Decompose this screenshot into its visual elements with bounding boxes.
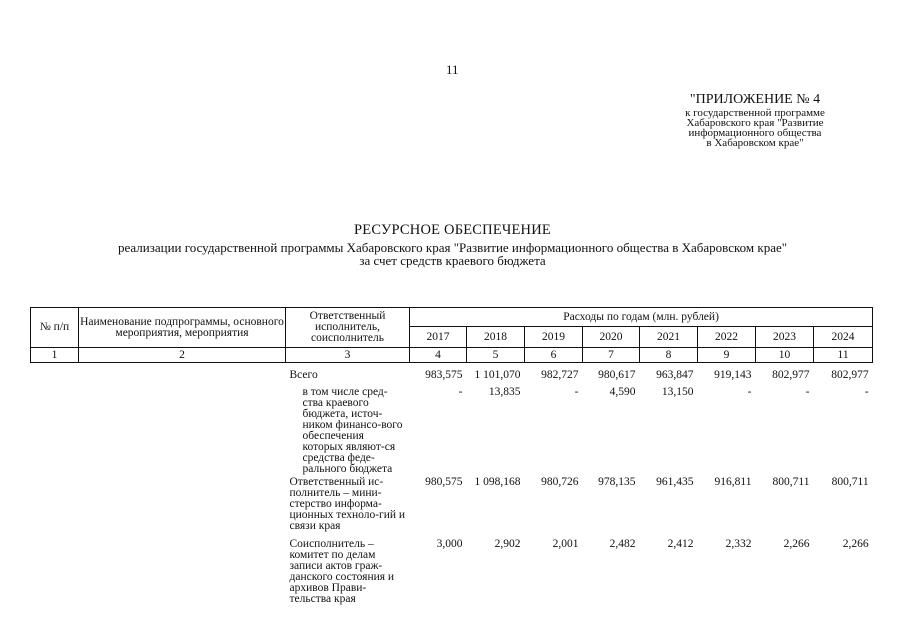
appendix-line-1: к государственной программе [685, 107, 825, 119]
header-year: 2022 [698, 327, 756, 348]
subtitle-line-2: за счет средств краевого бюджета [359, 253, 546, 268]
document-title: РЕСУРСНОЕ ОБЕСПЕЧЕНИЕ [354, 222, 551, 238]
subtitle-line-1: реализации государственной программы Хабаровского края "Развитие информационного общества в Хабаровском крае" [117, 240, 788, 255]
table-cell: 2,482 [609, 538, 636, 550]
table-cell: 1 098,168 [474, 476, 521, 488]
table-cell: 963,847 [656, 369, 694, 381]
table-cell: 978,135 [598, 476, 636, 488]
table-cell: 916,811 [714, 476, 752, 488]
table-row [31, 370, 873, 387]
column-number: 1 [31, 348, 79, 363]
header-num: № п/п [31, 308, 79, 348]
table-cell: 980,726 [541, 476, 579, 488]
header-name: Наименование подпрограммы, основного мероприятия, мероприятия [79, 308, 286, 348]
appendix-line-2: Хабаровского края "Развитие [686, 117, 824, 129]
table-cell: - [864, 386, 869, 398]
header-expenses: Расходы по годам (млн. рублей) [410, 308, 873, 327]
document-subtitle [0, 241, 905, 267]
header-responsible: Ответственный исполнитель, соисполнитель [286, 308, 410, 348]
column-number: 3 [286, 348, 410, 363]
table-row [31, 539, 873, 605]
table-cell: 802,977 [772, 369, 810, 381]
table-cell: 983,575 [425, 369, 463, 381]
header-year: 2021 [640, 327, 698, 348]
row-label: Всего [289, 369, 318, 381]
header-year: 2018 [467, 327, 525, 348]
table-cell: - [747, 386, 752, 398]
column-number: 9 [698, 348, 756, 363]
table-cell: 2,902 [494, 538, 521, 550]
table-cell: 2,001 [552, 538, 579, 550]
column-number: 7 [583, 348, 640, 363]
table-cell: 1 101,070 [474, 369, 521, 381]
page-number: 11 [446, 62, 459, 77]
table-cell: 980,575 [425, 476, 463, 488]
table-cell: 982,727 [541, 369, 579, 381]
resource-table [30, 307, 873, 605]
appendix-line-3: информационного общества [688, 127, 822, 139]
table-cell: 800,711 [831, 476, 869, 488]
table-cell: 4,590 [609, 386, 636, 398]
table-cell: 13,835 [488, 386, 521, 398]
column-number: 4 [410, 348, 467, 363]
column-number: 10 [756, 348, 814, 363]
header-year: 2019 [525, 327, 583, 348]
table-cell: 802,977 [831, 369, 869, 381]
appendix-block [640, 92, 870, 148]
column-number: 8 [640, 348, 698, 363]
header-year: 2017 [410, 327, 467, 348]
table-cell: 2,266 [842, 538, 869, 550]
table-cell: 919,143 [714, 369, 752, 381]
row-label: в том числе сред-ства краевого бюджета, источ-ником финансо-вого обеспечения которых являют-ся средства феде-рального бюджета [302, 386, 403, 475]
header-year: 2023 [756, 327, 814, 348]
table-row [31, 387, 873, 477]
row-label: Ответственный ис-полнитель – мини-стерство информа-ционных техноло-гий и связи края [289, 476, 406, 532]
row-label: Соисполнитель – комитет по делам записи актов граж-данского состояния и архивов Прави-тельства края [289, 538, 395, 605]
table-cell: 2,332 [725, 538, 752, 550]
table-cell: 2,412 [667, 538, 694, 550]
table-cell: 2,266 [783, 538, 810, 550]
header-year: 2024 [814, 327, 873, 348]
table-cell: 980,617 [598, 369, 636, 381]
table-row [31, 477, 873, 539]
appendix-title: "ПРИЛОЖЕНИЕ № 4 [689, 92, 821, 107]
table-cell: 3,000 [436, 538, 463, 550]
table-cell: - [805, 386, 810, 398]
table-cell: - [458, 386, 463, 398]
table-cell: - [574, 386, 579, 398]
column-number: 2 [79, 348, 286, 363]
table-cell: 800,711 [772, 476, 810, 488]
table-cell: 961,435 [656, 476, 694, 488]
column-number: 5 [467, 348, 525, 363]
table-cell: 13,150 [661, 386, 694, 398]
appendix-line-4: в Хабаровском крае" [706, 137, 804, 149]
header-year: 2020 [583, 327, 640, 348]
column-number: 6 [525, 348, 583, 363]
column-number: 11 [814, 348, 873, 363]
